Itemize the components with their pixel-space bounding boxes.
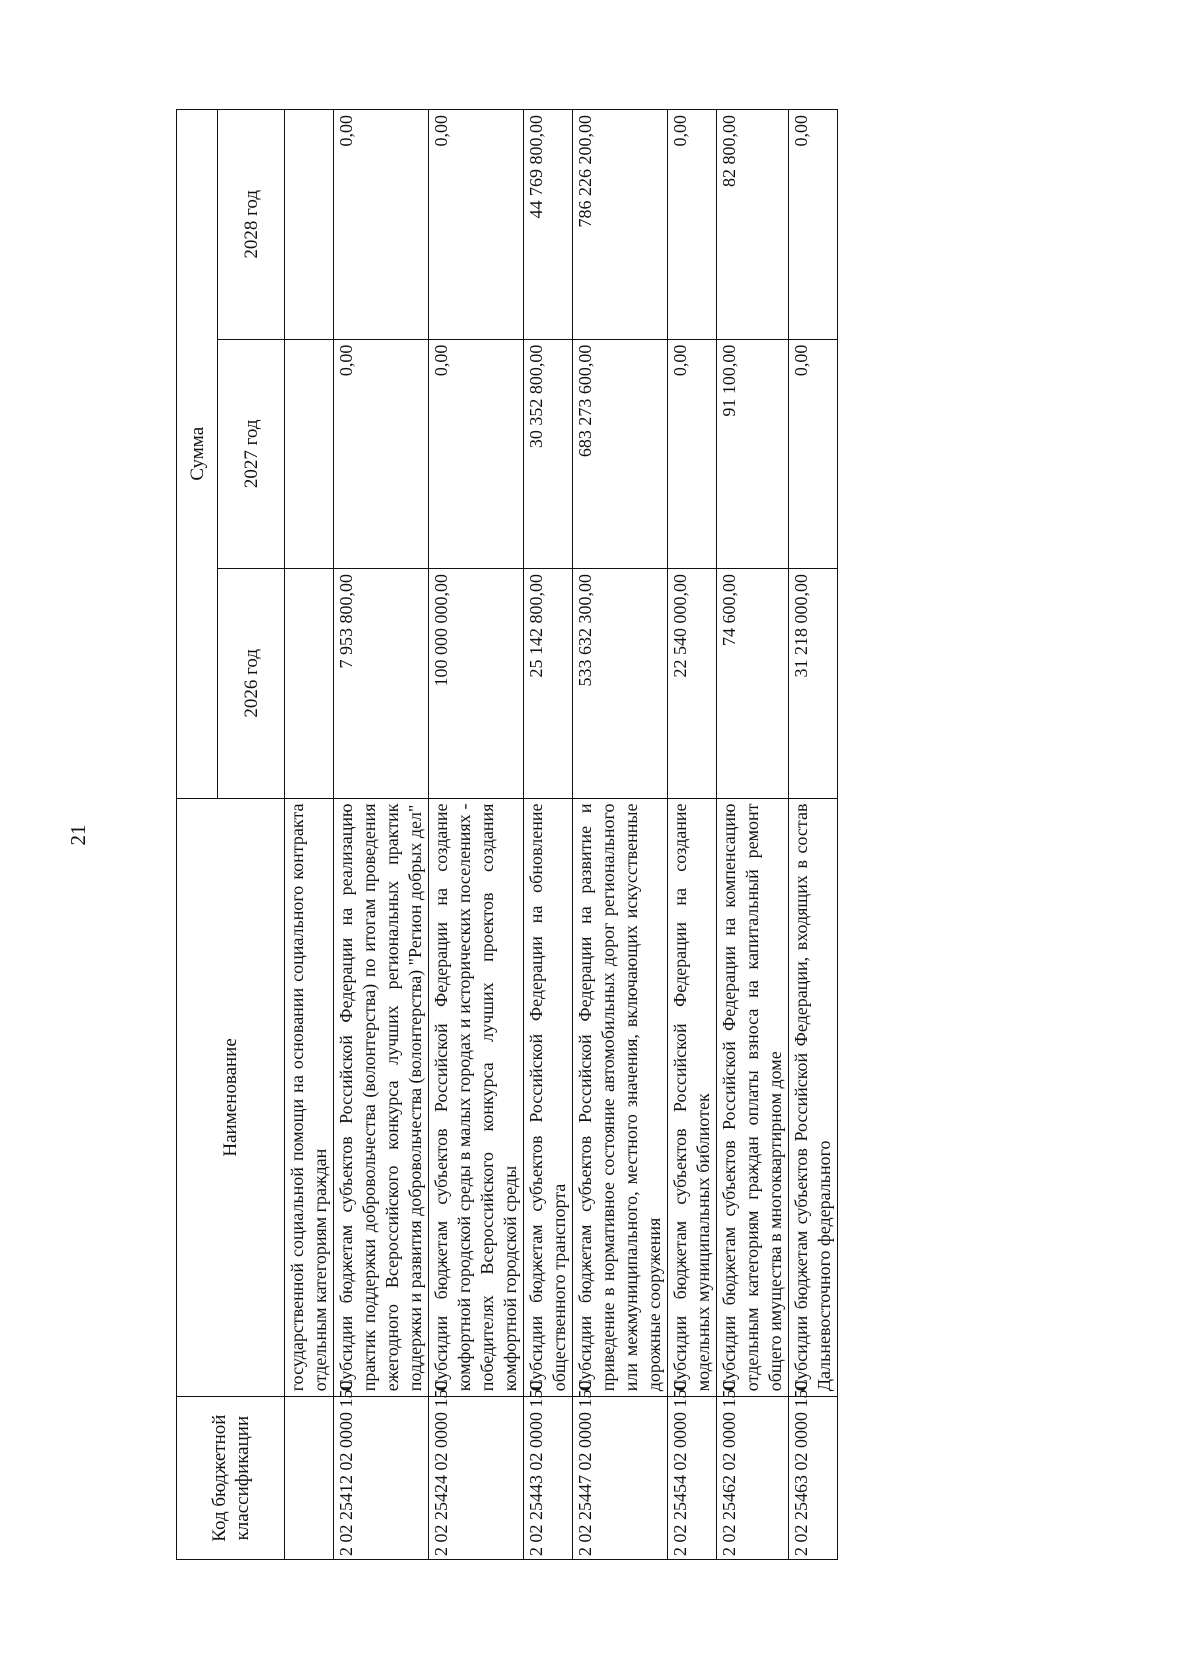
row-amount-2026: 100 000 000,00 [429,569,524,798]
row-amount-2026: 25 142 800,00 [524,569,573,798]
table-row [429,110,524,1560]
row-code: 2 02 25454 02 0000 150 [668,1397,717,1560]
header-sum: Сумма [177,110,218,799]
row-amount-2027: 30 352 800,00 [524,339,573,568]
row-amount-2026: 7 953 800,00 [334,569,429,798]
row-code: 2 02 25447 02 0000 150 [573,1397,668,1560]
page-number: 21 [66,824,90,846]
table-row [668,110,717,1560]
row-name: Субсидии бюджетам субъектов Российской Федерации на реализацию практик поддержки добровольчества (волонтерства) по итогам проведения ежегодного Всероссийского конкурса лучших региональных практик поддержки и развития добровольчества (волонтерства) "Регион добрых дел" [334,798,429,1397]
row-amount-2026: 74 600,00 [717,569,789,798]
row-amount-2028: 786 226 200,00 [573,110,668,340]
row-amount-2027: 0,00 [789,339,838,568]
row-code: 2 02 25424 02 0000 150 [429,1397,524,1560]
row-amount-2026 [285,569,334,798]
row-amount-2027: 683 273 600,00 [573,339,668,568]
table-row [524,110,573,1560]
row-amount-2028: 0,00 [334,110,429,340]
header-name: Наименование [177,798,285,1397]
row-name: Субсидии бюджетам субъектов Российской Федерации, входящих в состав Дальневосточного федерального [789,798,838,1397]
row-amount-2028: 82 800,00 [717,110,789,340]
row-amount-2028: 0,00 [789,110,838,340]
row-name: Субсидии бюджетам субъектов Российской Федерации на развитие и приведение в нормативное состояние автомобильных дорог регионального или межмуниципального, местного значения, включающих искусственные дорожные сооружения [573,798,668,1397]
row-amount-2027: 0,00 [334,339,429,568]
row-amount-2028: 0,00 [668,110,717,340]
header-year-2028: 2028 год [218,110,285,340]
rotated-table-container [176,109,1071,1560]
row-amount-2026: 31 218 000,00 [789,569,838,798]
row-name: Субсидии бюджетам субъектов Российской Федерации на обновление общественного транспорта [524,798,573,1397]
header-year-2026: 2026 год [218,569,285,798]
row-amount-2027: 0,00 [668,339,717,568]
row-code: 2 02 25443 02 0000 150 [524,1397,573,1560]
row-amount-2028 [285,110,334,340]
row-amount-2026: 533 632 300,00 [573,569,668,798]
row-code [285,1397,334,1560]
header-year-2027: 2027 год [218,339,285,568]
row-name: Субсидии бюджетам субъектов Российской Федерации на создание комфортной городской среды в малых городах и исторических поселениях - победителях Всероссийского конкурса лучших проектов создания комфортной городской среды [429,798,524,1397]
row-code: 2 02 25412 02 0000 150 [334,1397,429,1560]
row-code: 2 02 25463 02 0000 150 [789,1397,838,1560]
row-amount-2026: 22 540 000,00 [668,569,717,798]
row-code: 2 02 25462 02 0000 150 [717,1397,789,1560]
row-name: Субсидии бюджетам субъектов Российской Федерации на компенсацию отдельным категориям граждан оплаты взноса на капитальный ремонт общего имущества в многоквартирном доме [717,798,789,1397]
row-amount-2028: 44 769 800,00 [524,110,573,340]
row-name: Субсидии бюджетам субъектов Российской Федерации на создание модельных муниципальных библиотек [668,798,717,1397]
header-code: Код бюджетной классификации [177,1397,285,1560]
row-amount-2028: 0,00 [429,110,524,340]
table-row [285,110,334,1560]
table-row [717,110,789,1560]
table-row [334,110,429,1560]
row-amount-2027: 0,00 [429,339,524,568]
table-row [573,110,668,1560]
budget-table [176,109,838,1560]
row-name: государственной социальной помощи на основании социального контракта отдельным категориям граждан [285,798,334,1397]
row-amount-2027: 91 100,00 [717,339,789,568]
table-row [789,110,838,1560]
row-amount-2027 [285,339,334,568]
